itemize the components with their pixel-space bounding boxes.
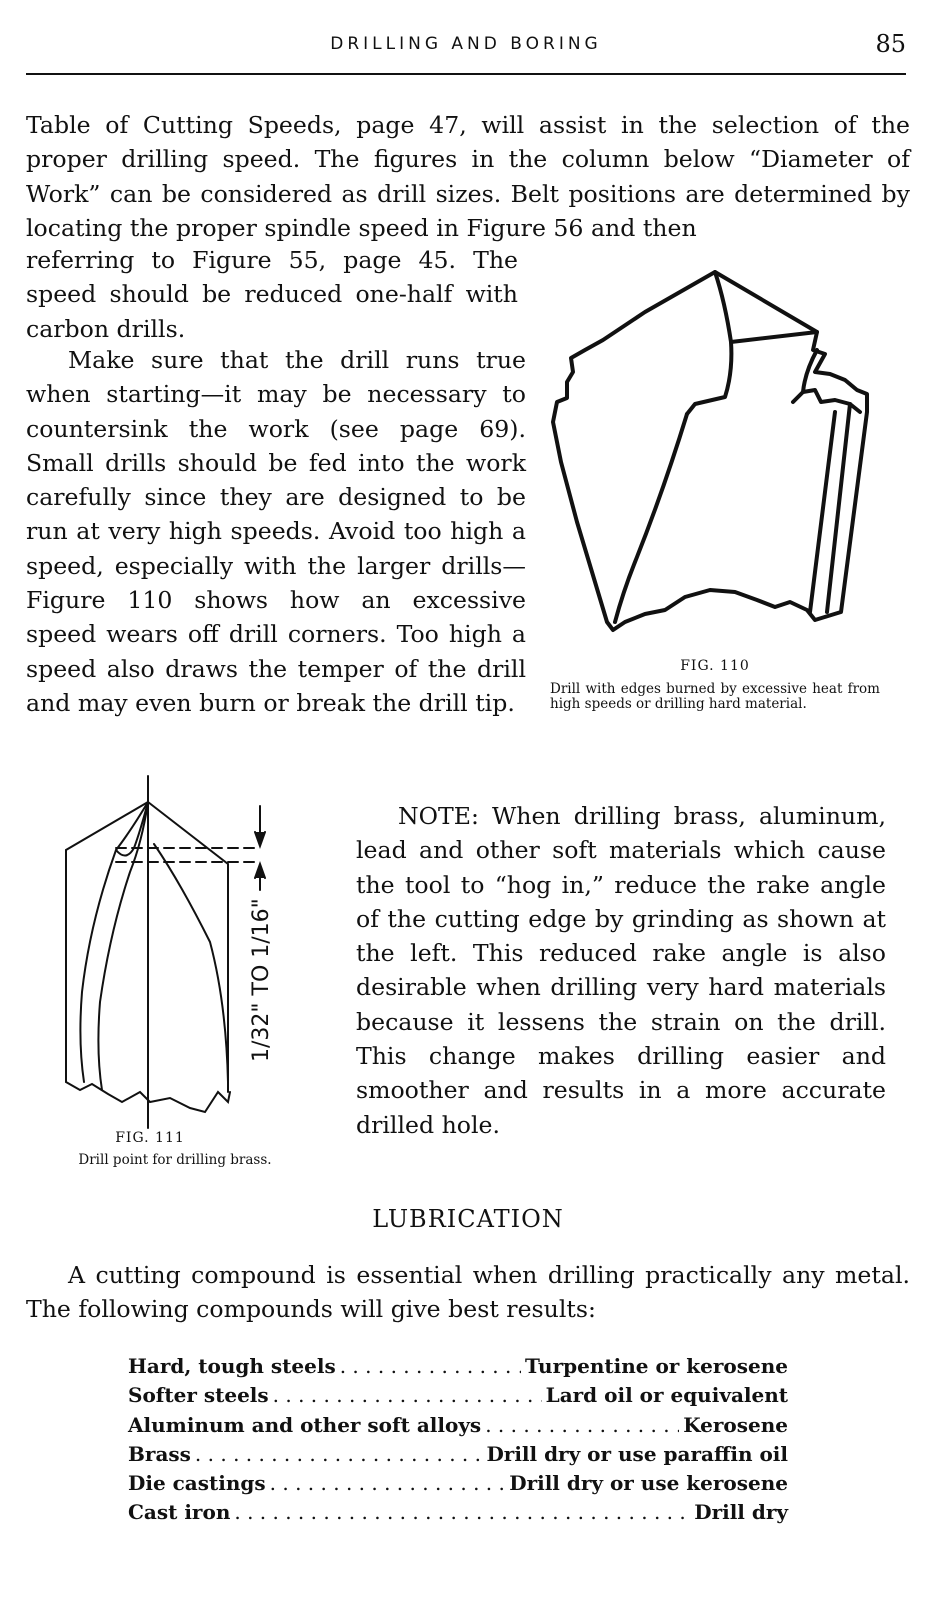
compound-cell: Drill dry or use kerosene bbox=[509, 1471, 788, 1496]
table-row bbox=[128, 1498, 788, 1527]
lubrication-heading: LUBRICATION bbox=[372, 1205, 564, 1233]
compound-cell: Turpentine or kerosene bbox=[525, 1354, 788, 1378]
table-row bbox=[128, 1411, 788, 1440]
material-cell: Aluminum and other soft alloys bbox=[128, 1412, 482, 1437]
lubricant-table bbox=[128, 1352, 788, 1528]
running-title: DRILLING AND BORING bbox=[330, 34, 602, 54]
intro-paragraph-continued: referring to Figure 55, page 45. The speed should be reduced one-half with carbon drills. bbox=[26, 246, 518, 343]
note-paragraph: NOTE: When drilling brass, aluminum, lead and other soft materials which cause the tool to “hog in,” reduce the rake angle of the cutting edge by grinding as shown at the left. This reduced rake angle is also desirable when drilling very hard materials because it lessens the strain on the drill. This change makes drilling easier and smoother and results in a more accurate drilled hole. bbox=[356, 802, 886, 1139]
leader-dots bbox=[340, 1352, 521, 1381]
material-cell: Softer steels bbox=[128, 1383, 269, 1408]
fig110-drawing bbox=[545, 262, 890, 642]
leader-dots bbox=[273, 1381, 542, 1410]
table-row bbox=[128, 1352, 788, 1381]
header-rule bbox=[26, 73, 906, 75]
table-row bbox=[128, 1440, 788, 1469]
fig110-label: FIG. 110 bbox=[680, 658, 750, 674]
page-number: 85 bbox=[875, 30, 906, 58]
material-cell: Hard, tough steels bbox=[128, 1354, 336, 1378]
compound-cell: Drill dry or use paraffin oil bbox=[486, 1441, 788, 1466]
leader-dots bbox=[270, 1469, 506, 1498]
table-row bbox=[128, 1381, 788, 1410]
make-sure-paragraph: Make sure that the drill runs true when starting—it may be necessary to countersink the work (see page 69). Small drills should be fed into the work carefully since they are designed to be run at very high speeds. Avoid too high a speed, especially with the larger drills—Figure 110 shows how an excessive speed wears off drill corners. Too high a speed also draws the temper of the drill and may even burn or break the drill tip. bbox=[26, 346, 526, 717]
lubrication-paragraph: A cutting compound is essential when drilling practically any metal. The following compounds will give best results: bbox=[26, 1261, 910, 1324]
compound-cell: Drill dry bbox=[694, 1500, 788, 1525]
page-header bbox=[26, 30, 906, 66]
leader-dots bbox=[485, 1411, 679, 1440]
material-cell: Brass bbox=[128, 1441, 191, 1466]
fig111-label: FIG. 111 bbox=[115, 1130, 185, 1146]
material-cell: Cast iron bbox=[128, 1500, 231, 1525]
intro-paragraph: Table of Cutting Speeds, page 47, will assist in the selection of the proper drilling speed. The figures in the column below “Diameter of Work” can be considered as drill sizes. Belt positions are determined by locating the proper spindle speed in Figure 56 and then bbox=[26, 111, 910, 242]
fig111-caption: Drill point for drilling brass. bbox=[78, 1152, 272, 1168]
compound-cell: Lard oil or equivalent bbox=[545, 1383, 788, 1408]
table-row bbox=[128, 1469, 788, 1498]
fig111-dimension: 1/32" TO 1/16" bbox=[249, 898, 274, 1062]
compound-cell: Kerosene bbox=[683, 1412, 788, 1437]
fig110-caption: Drill with edges burned by excessive heat from high speeds or drilling hard material. bbox=[550, 681, 880, 712]
fig111-drawing bbox=[30, 772, 330, 1132]
leader-dots bbox=[234, 1498, 690, 1527]
material-cell: Die castings bbox=[128, 1471, 266, 1496]
leader-dots bbox=[195, 1440, 483, 1469]
